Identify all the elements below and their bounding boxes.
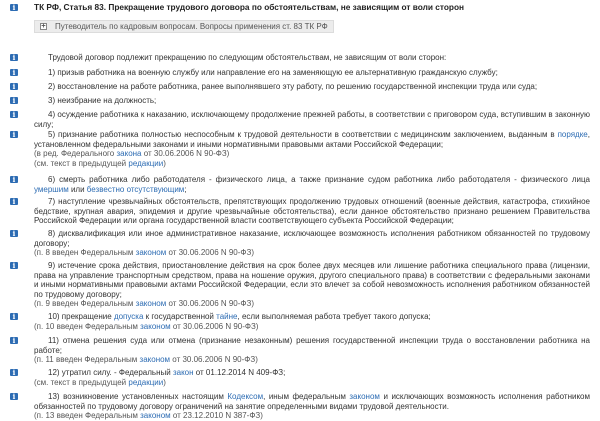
item-10-text: 10) прекращение: [48, 312, 112, 321]
info-icon[interactable]: i: [10, 69, 18, 76]
item-10-end: , если выполняемая работа требует такого допуска;: [237, 312, 431, 321]
item-6: [34, 175, 590, 194]
federal-law-link[interactable]: законом: [349, 392, 380, 401]
item-6-text: 6) смерть работника либо работодателя - физического лица, а также признание судом работника либо работодателя - физического лица: [48, 175, 590, 184]
item-8-note: [34, 248, 590, 258]
note-law-link[interactable]: законом: [135, 299, 167, 308]
item-10-mid: к государственной: [145, 312, 214, 321]
item-13-end: и исключающих возможность исполнения работником обязанностей по трудовому договору ограничений на занятие определенными видами трудовой деятельности.: [34, 392, 590, 411]
guide-label[interactable]: Путеводитель по кадровым вопросам. Вопросы применения ст. 83 ТК РФ: [55, 22, 328, 31]
note-date: от 30.06.2006 N 90-ФЗ): [172, 355, 258, 364]
edition-law-link[interactable]: закона: [116, 149, 142, 158]
item-1: 1) призыв работника на военную службу или направление его на заменяющую ее альтернативную гражданскую службу;: [48, 68, 498, 77]
item-5-text: 5) признание работника полностью неспособным к трудовой деятельности в соответствии с медицинским заключением, выданным в: [48, 130, 555, 139]
note-text: (п. 9 введен Федеральным: [34, 299, 134, 308]
info-icon[interactable]: i: [10, 313, 18, 320]
note-text: (п. 10 введен Федеральным: [34, 322, 138, 331]
item-10-note: [34, 322, 590, 332]
info-icon[interactable]: i: [10, 4, 18, 11]
info-icon[interactable]: i: [10, 230, 18, 237]
item-12-date: от 01.12.2014 N 409-ФЗ;: [195, 368, 286, 377]
prev-tail: ): [163, 378, 166, 387]
info-icon[interactable]: i: [10, 111, 18, 118]
info-icon[interactable]: i: [10, 337, 18, 344]
secret-link[interactable]: тайне: [216, 312, 238, 321]
note-date: от 30.06.2006 N 90-ФЗ): [172, 322, 259, 331]
item-3: 3) неизбрание на должность;: [48, 96, 157, 105]
item-5: [34, 130, 590, 149]
info-icon[interactable]: i: [10, 54, 18, 61]
item-11-note: [34, 355, 590, 365]
item-13-note: [34, 411, 590, 421]
info-icon[interactable]: i: [10, 262, 18, 269]
code-link[interactable]: Кодексом: [227, 392, 264, 401]
info-icon[interactable]: i: [10, 83, 18, 90]
edition-date: от 30.06.2006 N 90-ФЗ): [143, 149, 230, 158]
prev-text: (см. текст в предыдущей: [34, 159, 127, 168]
item-12: [34, 368, 590, 378]
item-11: 11) отмена решения суда или отмена (признание незаконным) решения государственной инспекции труда о восстановлении работника на работе;: [34, 336, 590, 355]
note-text: (п. 11 введен Федеральным: [34, 355, 138, 364]
info-icon[interactable]: i: [10, 393, 18, 400]
clearance-link[interactable]: допуска: [113, 312, 144, 321]
repeal-law-link[interactable]: закон: [172, 368, 194, 377]
item-12-text: 12) утратил силу. - Федеральный: [48, 368, 171, 377]
note-law-link[interactable]: законом: [140, 411, 171, 420]
prev-text: (см. текст в предыдущей: [34, 378, 127, 387]
item-9-note: [34, 299, 590, 309]
note-date: от 30.06.2006 N 90-ФЗ): [168, 248, 254, 257]
note-law-link[interactable]: законом: [139, 355, 171, 364]
item-6-or: или: [70, 184, 85, 194]
edition-text: (в ред. Федерального: [34, 149, 115, 158]
item-10: [34, 312, 590, 322]
item-5-tail: , установленном федеральными законами и иными нормативными правовыми актами Российской Федерации;: [34, 130, 590, 149]
intro-text: Трудовой договор подлежит прекращению по следующим обстоятельствам, не зависящим от воли сторон:: [48, 53, 447, 62]
item-13-mid: , иным федеральным: [263, 392, 346, 401]
info-icon[interactable]: i: [10, 369, 18, 376]
prev-edition-link[interactable]: редакции: [128, 159, 164, 168]
note-text: (п. 8 введен Федеральным: [34, 248, 134, 257]
expand-icon[interactable]: +: [41, 22, 46, 30]
note-law-link[interactable]: законом: [135, 248, 167, 257]
note-date: от 23.12.2010 N 387-ФЗ): [172, 411, 263, 420]
item-5-prev: [34, 159, 590, 169]
item-12-prev: [34, 378, 590, 388]
info-icon[interactable]: i: [10, 198, 18, 205]
item-9: 9) истечение срока действия, приостановление действия на срок более двух месяцев или лишение работника специального права (лицензии, права на управление транспортным средством, права на ношение оружия, другого специального права) в соответствии с федеральными законами и иными нормативными правовыми актами Российской Федерации, если это влечет за собой невозможность исполнения работником обязанностей по трудовому договору;: [34, 261, 590, 299]
item-13-text: 13) возникновение установленных настоящим: [48, 392, 224, 401]
note-law-link[interactable]: законом: [140, 322, 171, 331]
item-6-end: ;: [184, 184, 187, 194]
guide-bar[interactable]: [34, 20, 334, 33]
page-title: ТК РФ, Статья 83. Прекращение трудового договора по обстоятельствам, не зависящим от воли сторон: [34, 2, 465, 12]
prev-edition-link[interactable]: редакции: [128, 378, 164, 387]
deceased-link[interactable]: умершим: [34, 184, 69, 194]
info-icon[interactable]: i: [10, 176, 18, 183]
item-5-edition: [34, 149, 590, 159]
title-row: [0, 0, 600, 14]
note-text: (п. 13 введен Федеральным: [34, 411, 138, 420]
info-icon[interactable]: i: [10, 131, 18, 138]
item-8: 8) дисквалификация или иное административное наказание, исключающее возможность исполнения работником обязанностей по трудовому договору;: [34, 229, 590, 248]
item-2: 2) восстановление на работе работника, ранее выполнявшего эту работу, по решению государственной инспекции труда или суда;: [48, 82, 538, 91]
item-13: [34, 392, 590, 411]
note-date: от 30.06.2006 N 90-ФЗ): [168, 299, 254, 308]
item-7: 7) наступление чрезвычайных обстоятельств, препятствующих продолжению трудовых отношений (военные действия, катастрофа, стихийное бедствие, крупная авария, эпидемия и другие чрезвычайные обстоятельства), если данное обстоятельство признано решением Правительства Российской Федерации или органа государственной власти соответствующего субъекта Российской Федерации;: [34, 197, 590, 226]
item-4: 4) осуждение работника к наказанию, исключающему продолжение прежней работы, в соответствии с приговором суда, вступившим в законную силу;: [34, 110, 590, 129]
prev-tail: ): [163, 159, 166, 168]
info-icon[interactable]: i: [10, 97, 18, 104]
item-5-link[interactable]: порядке: [557, 130, 588, 139]
missing-link[interactable]: безвестно отсутствующим: [86, 184, 185, 194]
